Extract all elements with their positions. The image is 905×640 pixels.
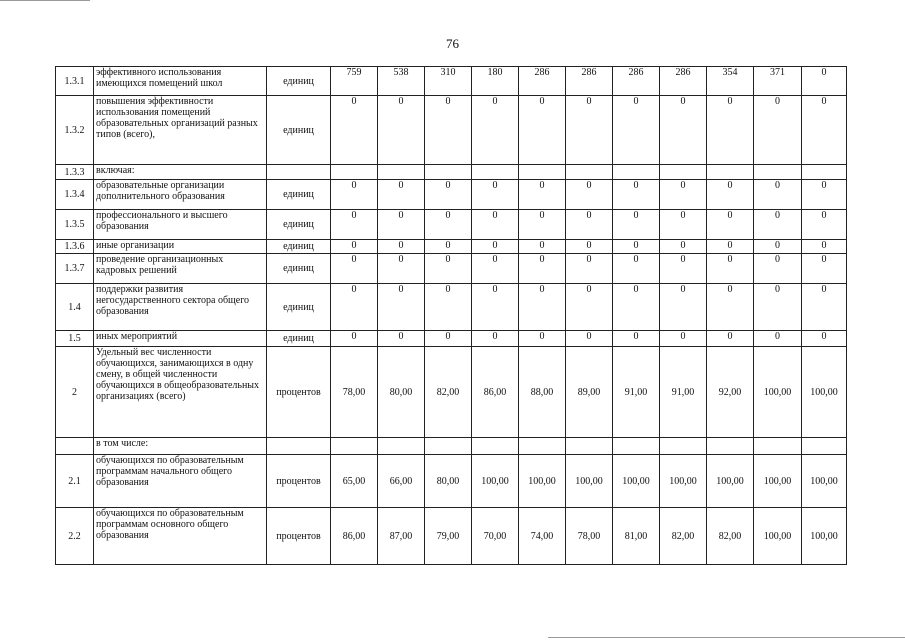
table-row [56, 455, 847, 508]
value-cell: 100,00 [754, 508, 802, 565]
value-cell: 0 [660, 180, 707, 210]
value-cell: 100,00 [472, 455, 519, 508]
row-number: 1.3.6 [56, 240, 94, 254]
value-cell: 100,00 [566, 455, 613, 508]
value-cell: 0 [519, 180, 566, 210]
value-cell: 0 [707, 331, 754, 347]
value-cell: 310 [425, 67, 472, 96]
value-cell: 0 [425, 96, 472, 165]
value-cell [660, 438, 707, 455]
indicator-table [55, 66, 847, 565]
value-cell [802, 438, 847, 455]
row-number: 1.3.3 [56, 165, 94, 180]
scan-artifact-bottom [548, 637, 905, 638]
value-cell: 0 [802, 240, 847, 254]
row-unit: единиц [267, 240, 331, 254]
table-row [56, 284, 847, 331]
row-description: иных мероприятий [94, 331, 267, 347]
row-description: эффективного использования имеющихся помещений школ [94, 67, 267, 96]
value-cell: 0 [707, 254, 754, 284]
value-cell: 86,00 [331, 508, 378, 565]
value-cell: 0 [802, 96, 847, 165]
value-cell [660, 165, 707, 180]
value-cell: 100,00 [802, 347, 847, 438]
row-number: 1.3.2 [56, 96, 94, 165]
table-row [56, 165, 847, 180]
value-cell: 0 [613, 180, 660, 210]
value-cell [378, 438, 425, 455]
value-cell [519, 165, 566, 180]
value-cell [331, 165, 378, 180]
value-cell: 286 [566, 67, 613, 96]
value-cell: 0 [660, 210, 707, 240]
table-row [56, 240, 847, 254]
value-cell: 0 [566, 254, 613, 284]
value-cell: 0 [802, 254, 847, 284]
value-cell: 0 [425, 284, 472, 331]
value-cell: 0 [331, 331, 378, 347]
value-cell: 0 [425, 210, 472, 240]
value-cell: 74,00 [519, 508, 566, 565]
row-unit: единиц [267, 96, 331, 165]
row-unit: единиц [267, 67, 331, 96]
value-cell: 92,00 [707, 347, 754, 438]
row-description: в том числе: [94, 438, 267, 455]
value-cell: 0 [802, 180, 847, 210]
value-cell [754, 165, 802, 180]
value-cell: 0 [519, 240, 566, 254]
value-cell: 371 [754, 67, 802, 96]
value-cell [472, 165, 519, 180]
row-number: 1.3.7 [56, 254, 94, 284]
value-cell: 79,00 [425, 508, 472, 565]
table-row [56, 180, 847, 210]
value-cell: 0 [331, 240, 378, 254]
value-cell: 0 [613, 284, 660, 331]
value-cell: 100,00 [754, 347, 802, 438]
value-cell: 100,00 [660, 455, 707, 508]
row-unit: единиц [267, 284, 331, 331]
value-cell [425, 165, 472, 180]
value-cell: 286 [660, 67, 707, 96]
table-row [56, 210, 847, 240]
value-cell: 91,00 [660, 347, 707, 438]
value-cell [613, 438, 660, 455]
value-cell [425, 438, 472, 455]
row-unit: процентов [267, 455, 331, 508]
value-cell: 0 [472, 180, 519, 210]
value-cell: 66,00 [378, 455, 425, 508]
table-row [56, 508, 847, 565]
row-unit: единиц [267, 210, 331, 240]
row-unit: единиц [267, 180, 331, 210]
value-cell: 0 [378, 96, 425, 165]
value-cell: 0 [613, 254, 660, 284]
value-cell [707, 165, 754, 180]
value-cell: 0 [707, 284, 754, 331]
value-cell: 0 [378, 180, 425, 210]
table-row [56, 438, 847, 455]
row-description: включая: [94, 165, 267, 180]
value-cell: 78,00 [331, 347, 378, 438]
value-cell: 0 [425, 240, 472, 254]
value-cell: 100,00 [613, 455, 660, 508]
value-cell: 0 [378, 331, 425, 347]
row-description: профессионального и высшего образования [94, 210, 267, 240]
value-cell: 0 [660, 284, 707, 331]
value-cell: 286 [613, 67, 660, 96]
value-cell: 0 [707, 210, 754, 240]
value-cell: 82,00 [707, 508, 754, 565]
value-cell: 0 [472, 254, 519, 284]
table-body [56, 67, 847, 565]
value-cell: 0 [519, 254, 566, 284]
table-row [56, 347, 847, 438]
value-cell: 0 [707, 180, 754, 210]
value-cell: 0 [613, 96, 660, 165]
value-cell: 0 [378, 284, 425, 331]
value-cell: 0 [660, 240, 707, 254]
value-cell: 0 [566, 284, 613, 331]
value-cell: 78,00 [566, 508, 613, 565]
value-cell: 88,00 [519, 347, 566, 438]
value-cell [378, 165, 425, 180]
value-cell: 0 [566, 240, 613, 254]
value-cell: 0 [425, 254, 472, 284]
page-number: 76 [446, 36, 459, 51]
table-row [56, 254, 847, 284]
value-cell [472, 438, 519, 455]
value-cell: 0 [472, 331, 519, 347]
row-description: Удельный вес численности обучающихся, занимающихся в одну смену, в общей численности обучающихся в общеобразовательных организациях (всего) [94, 347, 267, 438]
value-cell: 286 [519, 67, 566, 96]
value-cell: 82,00 [425, 347, 472, 438]
value-cell: 0 [566, 180, 613, 210]
value-cell: 0 [802, 284, 847, 331]
value-cell [331, 438, 378, 455]
table-row [56, 96, 847, 165]
value-cell: 0 [613, 331, 660, 347]
value-cell: 0 [707, 240, 754, 254]
row-description: образовательные организации дополнительного образования [94, 180, 267, 210]
value-cell: 0 [660, 331, 707, 347]
row-number [56, 438, 94, 455]
value-cell [566, 438, 613, 455]
value-cell [566, 165, 613, 180]
row-description: поддержки развития негосударственного сектора общего образования [94, 284, 267, 331]
value-cell: 0 [754, 284, 802, 331]
value-cell: 0 [425, 180, 472, 210]
value-cell: 354 [707, 67, 754, 96]
value-cell: 0 [472, 96, 519, 165]
value-cell: 70,00 [472, 508, 519, 565]
value-cell: 0 [378, 240, 425, 254]
value-cell: 100,00 [802, 455, 847, 508]
value-cell: 538 [378, 67, 425, 96]
value-cell: 0 [519, 96, 566, 165]
row-number: 2 [56, 347, 94, 438]
value-cell: 0 [707, 96, 754, 165]
value-cell: 0 [802, 67, 847, 96]
row-description: повышения эффективности использования помещений образовательных организаций разных типов (всего), [94, 96, 267, 165]
row-description: обучающихся по образовательным программам начального общего образования [94, 455, 267, 508]
value-cell: 0 [566, 331, 613, 347]
value-cell [519, 438, 566, 455]
value-cell: 0 [660, 254, 707, 284]
value-cell: 81,00 [613, 508, 660, 565]
value-cell: 0 [519, 331, 566, 347]
value-cell: 91,00 [613, 347, 660, 438]
value-cell: 0 [754, 331, 802, 347]
row-number: 1.3.4 [56, 180, 94, 210]
scan-artifact-top [0, 0, 90, 1]
value-cell: 0 [472, 284, 519, 331]
value-cell: 0 [566, 210, 613, 240]
value-cell: 180 [472, 67, 519, 96]
row-unit [267, 165, 331, 180]
row-number: 2.1 [56, 455, 94, 508]
table-row [56, 67, 847, 96]
value-cell: 0 [331, 254, 378, 284]
value-cell: 100,00 [754, 455, 802, 508]
row-number: 1.4 [56, 284, 94, 331]
value-cell: 87,00 [378, 508, 425, 565]
row-number: 2.2 [56, 508, 94, 565]
row-description: обучающихся по образовательным программам основного общего образования [94, 508, 267, 565]
value-cell: 0 [472, 240, 519, 254]
row-unit: единиц [267, 331, 331, 347]
value-cell: 0 [472, 210, 519, 240]
value-cell: 0 [754, 210, 802, 240]
value-cell: 0 [754, 254, 802, 284]
value-cell: 0 [802, 331, 847, 347]
row-unit [267, 438, 331, 455]
value-cell: 0 [613, 240, 660, 254]
row-unit: процентов [267, 508, 331, 565]
value-cell: 0 [802, 210, 847, 240]
value-cell: 0 [754, 180, 802, 210]
value-cell: 100,00 [519, 455, 566, 508]
value-cell: 0 [566, 96, 613, 165]
value-cell [707, 438, 754, 455]
value-cell: 0 [754, 96, 802, 165]
value-cell [613, 165, 660, 180]
value-cell: 100,00 [707, 455, 754, 508]
row-number: 1.3.5 [56, 210, 94, 240]
value-cell: 0 [331, 210, 378, 240]
value-cell: 0 [331, 284, 378, 331]
row-description: иные организации [94, 240, 267, 254]
row-unit: единиц [267, 254, 331, 284]
value-cell: 759 [331, 67, 378, 96]
value-cell: 0 [519, 210, 566, 240]
row-unit: процентов [267, 347, 331, 438]
value-cell: 82,00 [660, 508, 707, 565]
row-number: 1.5 [56, 331, 94, 347]
value-cell [754, 438, 802, 455]
value-cell: 0 [331, 180, 378, 210]
value-cell [802, 165, 847, 180]
value-cell: 80,00 [425, 455, 472, 508]
value-cell: 0 [660, 96, 707, 165]
value-cell: 0 [378, 210, 425, 240]
row-description: проведение организационных кадровых решений [94, 254, 267, 284]
row-number: 1.3.1 [56, 67, 94, 96]
value-cell: 0 [378, 254, 425, 284]
value-cell: 0 [613, 210, 660, 240]
value-cell: 80,00 [378, 347, 425, 438]
value-cell: 65,00 [331, 455, 378, 508]
value-cell: 0 [519, 284, 566, 331]
value-cell: 0 [331, 96, 378, 165]
table-row [56, 331, 847, 347]
value-cell: 0 [754, 240, 802, 254]
value-cell: 89,00 [566, 347, 613, 438]
value-cell: 100,00 [802, 508, 847, 565]
value-cell: 0 [425, 331, 472, 347]
value-cell: 86,00 [472, 347, 519, 438]
